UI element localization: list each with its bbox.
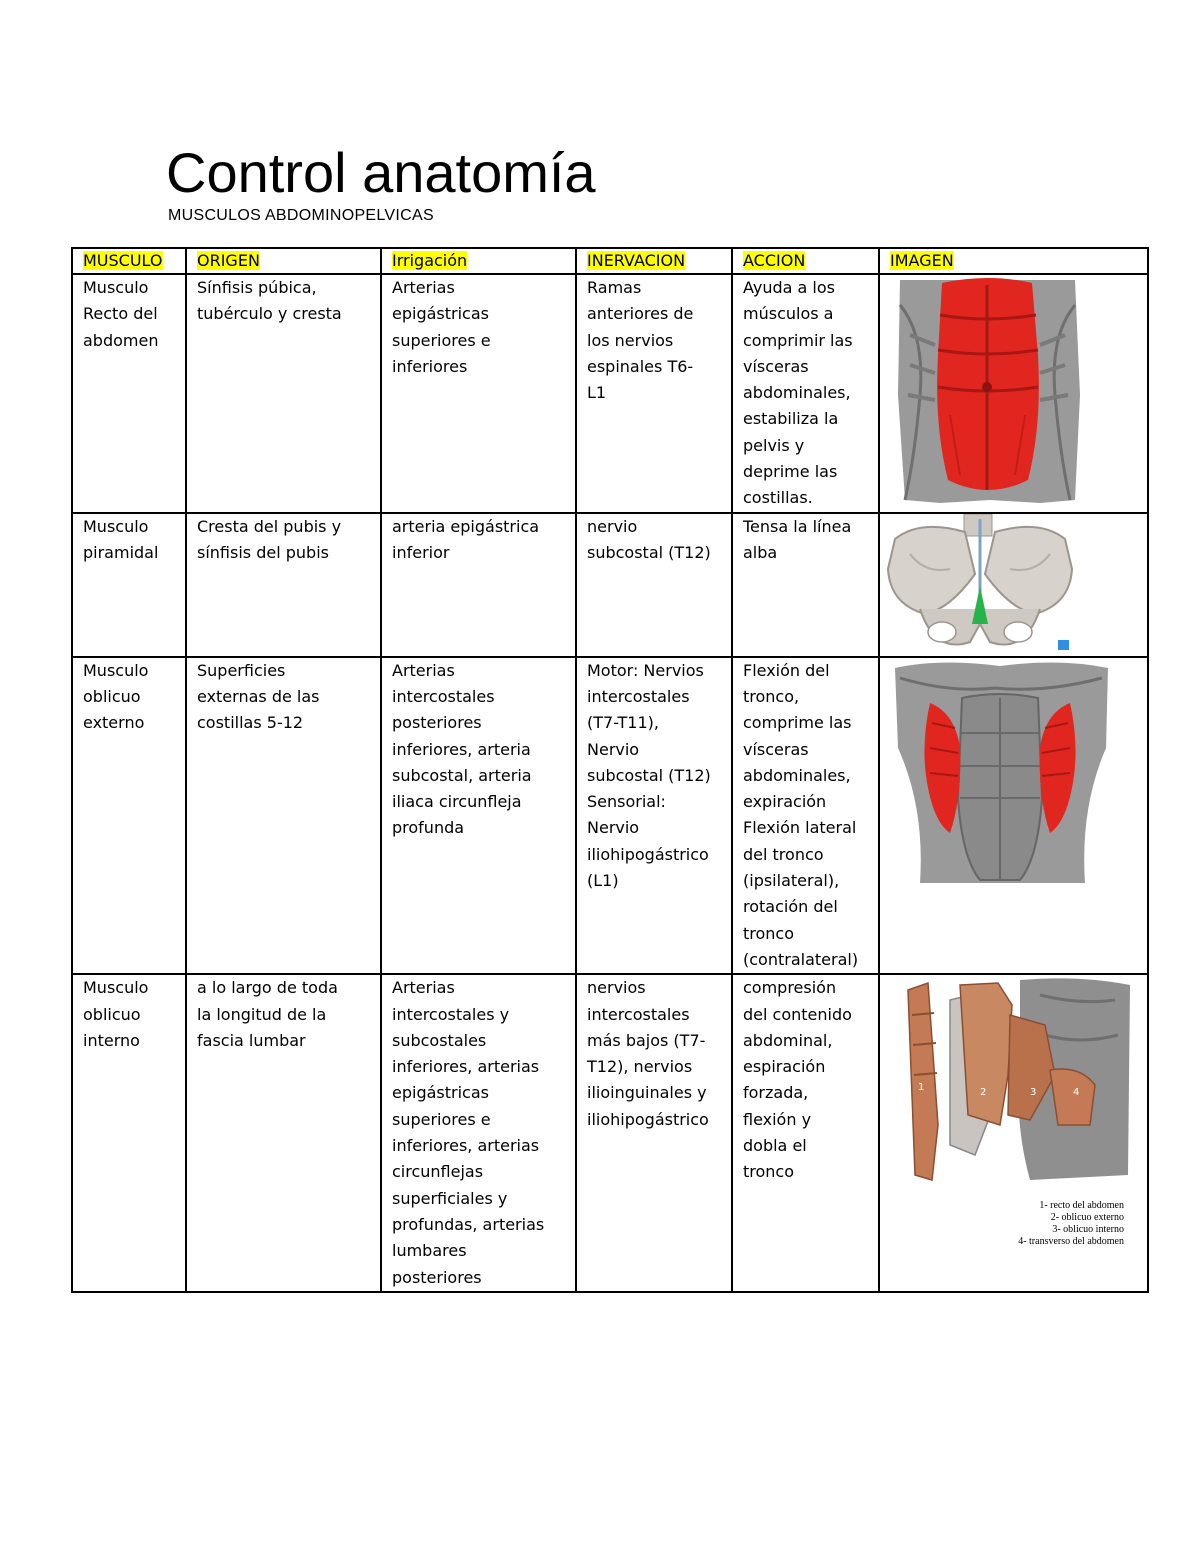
cell-irrigacion: Arterias intercostales y subcostales inferiores, arterias epigástricas superiores e inferiores, arterias circunflejas superficiales y profundas, arterias lumbares posteriores bbox=[381, 974, 576, 1292]
cell-accion: Flexión del tronco, comprime las vísceras abdominales, expiración Flexión lateral del tronco (ipsilateral), rotación del tronco (contralateral) bbox=[732, 657, 879, 975]
cell-accion: compresión del contenido abdominal, espiración forzada, flexión y dobla el tronco bbox=[732, 974, 879, 1292]
cell-accion: Ayuda a los músculos a comprimir las vísceras abdominales, estabiliza la pelvis y deprime las costillas. bbox=[732, 274, 879, 513]
cell-imagen bbox=[879, 974, 1148, 1292]
layer-number-4: 4 bbox=[1073, 1087, 1080, 1099]
cell-inervacion: nervios intercostales más bajos (T7- T12), nervios ilioinguinales y iliohipogástrico bbox=[576, 974, 732, 1292]
legend-item: 1- recto del abdomen bbox=[1039, 1200, 1124, 1212]
cell-irrigacion: Arterias epigástricas superiores e inferiores bbox=[381, 274, 576, 513]
table-row bbox=[72, 513, 1148, 657]
header-irrigacion: Irrigación bbox=[381, 248, 576, 274]
cell-inervacion: Ramas anteriores de los nervios espinales T6- L1 bbox=[576, 274, 732, 513]
cell-origen: Cresta del pubis y sínfisis del pubis bbox=[186, 513, 381, 657]
header-inervacion: INERVACION bbox=[576, 248, 732, 274]
cell-accion: Tensa la línea alba bbox=[732, 513, 879, 657]
document-title: Control anatomía bbox=[166, 141, 596, 204]
cell-imagen bbox=[879, 513, 1148, 657]
layer-number-3: 3 bbox=[1030, 1087, 1037, 1099]
cell-musculo: Musculo oblicuo interno bbox=[72, 974, 186, 1292]
header-origen: ORIGEN bbox=[186, 248, 381, 274]
cell-irrigacion: arteria epigástrica inferior bbox=[381, 513, 576, 657]
rectus-abdominis-illustration bbox=[880, 275, 1149, 511]
legend-item: 3- oblicuo interno bbox=[1052, 1224, 1124, 1236]
pyramidalis-pelvis-illustration bbox=[880, 514, 1149, 656]
external-oblique-illustration bbox=[880, 658, 1149, 973]
layer-number-2: 2 bbox=[980, 1087, 987, 1099]
cell-imagen bbox=[879, 657, 1148, 975]
header-musculo: MUSCULO bbox=[72, 248, 186, 274]
document-subtitle: MUSCULOS ABDOMINOPELVICAS bbox=[168, 207, 434, 224]
cell-inervacion: Motor: Nervios intercostales (T7-T11), Nervio subcostal (T12) Sensorial: Nervio iliohipogástrico (L1) bbox=[576, 657, 732, 975]
table-row bbox=[72, 974, 1148, 1292]
cell-origen: Superficies externas de las costillas 5-12 bbox=[186, 657, 381, 975]
cell-imagen bbox=[879, 274, 1148, 513]
muscles-table bbox=[71, 247, 1149, 1293]
cell-musculo: Musculo oblicuo externo bbox=[72, 657, 186, 975]
cell-irrigacion: Arterias intercostales posteriores inferiores, arteria subcostal, arteria iliaca circunfleja profunda bbox=[381, 657, 576, 975]
table-header-row bbox=[72, 248, 1148, 274]
table-row bbox=[72, 657, 1148, 975]
cell-origen: a lo largo de toda la longitud de la fascia lumbar bbox=[186, 974, 381, 1292]
cell-musculo: Musculo Recto del abdomen bbox=[72, 274, 186, 513]
cell-origen: Sínfisis púbica, tubérculo y cresta bbox=[186, 274, 381, 513]
legend-item: 4- transverso del abdomen bbox=[1018, 1236, 1124, 1248]
layer-number-1: 1 bbox=[918, 1082, 925, 1094]
legend-item: 2- oblicuo externo bbox=[1050, 1212, 1124, 1224]
header-imagen: IMAGEN bbox=[879, 248, 1148, 274]
cell-inervacion: nervio subcostal (T12) bbox=[576, 513, 732, 657]
table-row bbox=[72, 274, 1148, 513]
header-accion: ACCION bbox=[732, 248, 879, 274]
abdominal-wall-layers-illustration bbox=[880, 975, 1149, 1290]
image-legend bbox=[1018, 1200, 1124, 1247]
cell-musculo: Musculo piramidal bbox=[72, 513, 186, 657]
